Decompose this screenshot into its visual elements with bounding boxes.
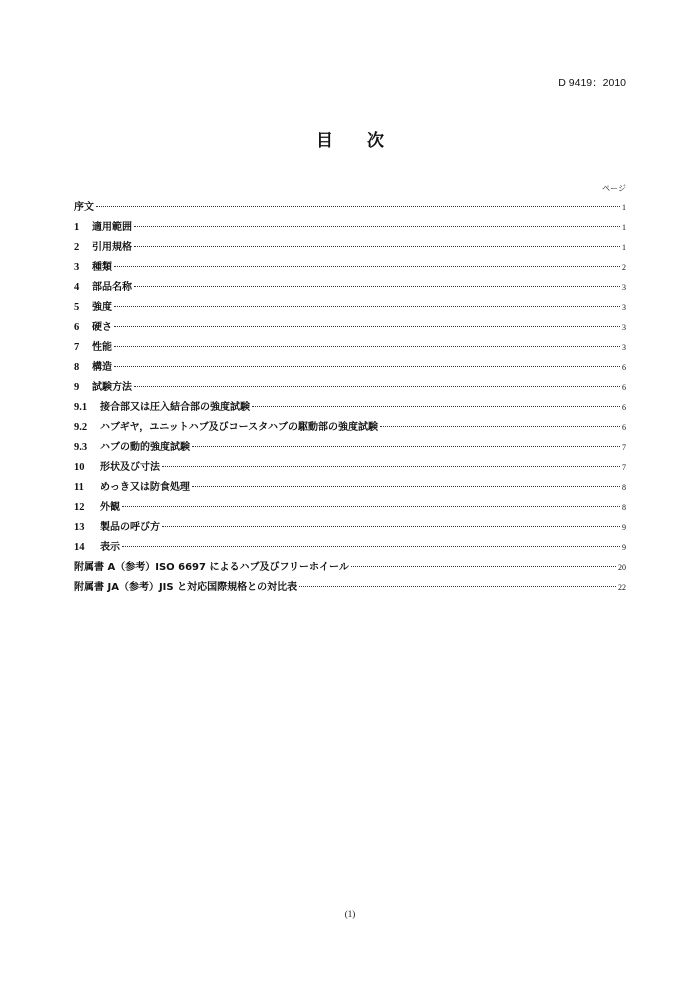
page-title: 目 次 <box>316 131 398 151</box>
toc-entry-page: 3 <box>622 303 626 312</box>
toc-entry-page: 7 <box>622 443 626 452</box>
dot-leader <box>299 586 616 587</box>
toc-entry-3[interactable] <box>74 258 626 278</box>
toc-entry-13[interactable] <box>74 518 626 538</box>
toc-entry-label: ハブギヤ，ユニットハブ及びコースタハブの駆動部の強度試験 <box>100 422 378 433</box>
dot-leader <box>122 506 620 507</box>
dot-leader <box>134 226 620 227</box>
toc-entry-number: 4 <box>74 282 80 293</box>
toc-entry-label: 部品名称 <box>92 282 132 293</box>
toc-entry-11[interactable] <box>74 478 626 498</box>
toc-entry-page: 2 <box>622 263 626 272</box>
toc-entry-number: 11 <box>74 482 84 493</box>
dot-leader <box>114 306 620 307</box>
toc-entry-6[interactable] <box>74 318 626 338</box>
toc-entry-number: 6 <box>74 322 80 333</box>
dot-leader <box>351 566 616 567</box>
dot-leader <box>96 206 620 207</box>
dot-leader <box>114 346 620 347</box>
toc-entry-label: ハブの動的強度試験 <box>100 442 190 453</box>
toc-entry-label: 構造 <box>92 362 112 373</box>
dot-leader <box>114 266 620 267</box>
toc-entry-8[interactable] <box>74 358 626 378</box>
toc-entry-page: 6 <box>622 363 626 372</box>
toc-entry-9-3[interactable] <box>74 438 626 458</box>
toc-entry-page: 9 <box>622 523 626 532</box>
toc-entry-label: 序文 <box>74 202 94 213</box>
toc-entry-4[interactable] <box>74 278 626 298</box>
toc-entry-number: 2 <box>74 242 80 253</box>
toc-entry-label: 附属書 A（参考）ISO 6697 によるハブ及びフリーホイール <box>74 562 349 573</box>
toc-entry-preface[interactable] <box>74 198 626 218</box>
page-column-label: ページ <box>602 184 626 193</box>
toc-entry-number: 7 <box>74 342 80 353</box>
toc-entry-page: 6 <box>622 383 626 392</box>
toc-entry-number: 9.3 <box>74 442 88 453</box>
toc-entry-label: 硬さ <box>92 322 112 333</box>
toc-entry-9[interactable] <box>74 378 626 398</box>
toc-entry-9-1[interactable] <box>74 398 626 418</box>
toc-entry-2[interactable] <box>74 238 626 258</box>
toc-entry-annex-a[interactable] <box>74 558 626 578</box>
toc-entry-number: 9 <box>74 382 80 393</box>
toc-entry-label: 試験方法 <box>92 382 132 393</box>
toc-entry-page: 3 <box>622 283 626 292</box>
dot-leader <box>114 326 620 327</box>
dot-leader <box>134 246 620 247</box>
toc-entry-14[interactable] <box>74 538 626 558</box>
toc-entry-10[interactable] <box>74 458 626 478</box>
toc-entry-page: 1 <box>622 223 626 232</box>
toc-entry-page: 8 <box>622 503 626 512</box>
toc-entry-1[interactable] <box>74 218 626 238</box>
dot-leader <box>114 366 620 367</box>
dot-leader <box>162 466 620 467</box>
dot-leader <box>252 406 620 407</box>
dot-leader <box>380 426 620 427</box>
toc-entry-number: 12 <box>74 502 85 513</box>
toc-entry-page: 6 <box>622 423 626 432</box>
toc-entry-label: 製品の呼び方 <box>100 522 160 533</box>
table-of-contents <box>74 198 626 598</box>
toc-entry-page: 20 <box>618 563 626 572</box>
toc-entry-annex-ja[interactable] <box>74 578 626 598</box>
toc-entry-page: 8 <box>622 483 626 492</box>
toc-entry-label: 附属書 JA（参考）JIS と対応国際規格との対比表 <box>74 582 298 593</box>
toc-entry-number: 10 <box>74 462 85 473</box>
dot-leader <box>134 286 620 287</box>
toc-entry-label: 表示 <box>100 542 120 553</box>
toc-entry-number: 14 <box>74 542 85 553</box>
page-number: (1) <box>344 909 356 919</box>
toc-entry-label: 適用範囲 <box>92 222 132 233</box>
toc-entry-label: 形状及び寸法 <box>100 462 160 473</box>
toc-entry-label: めっき又は防食処理 <box>100 482 190 493</box>
toc-entry-page: 3 <box>622 323 626 332</box>
toc-entry-number: 5 <box>74 302 80 313</box>
toc-entry-label: 性能 <box>92 342 112 353</box>
dot-leader <box>192 446 620 447</box>
toc-entry-label: 接合部又は圧入結合部の強度試験 <box>100 402 250 413</box>
toc-entry-page: 22 <box>618 583 626 592</box>
toc-entry-number: 3 <box>74 262 80 273</box>
toc-entry-number: 8 <box>74 362 80 373</box>
toc-entry-number: 1 <box>74 222 80 233</box>
toc-entry-number: 9.1 <box>74 402 88 413</box>
toc-entry-page: 7 <box>622 463 626 472</box>
toc-entry-number: 9.2 <box>74 422 88 433</box>
toc-entry-9-2[interactable] <box>74 418 626 438</box>
dot-leader <box>122 546 620 547</box>
toc-entry-page: 1 <box>622 243 626 252</box>
toc-entry-page: 3 <box>622 343 626 352</box>
toc-entry-label: 種類 <box>92 262 112 273</box>
toc-entry-7[interactable] <box>74 338 626 358</box>
toc-entry-page: 6 <box>622 403 626 412</box>
toc-entry-label: 強度 <box>92 302 112 313</box>
toc-entry-number: 13 <box>74 522 85 533</box>
toc-entry-label: 引用規格 <box>92 242 132 253</box>
dot-leader <box>192 486 620 487</box>
toc-entry-page: 9 <box>622 543 626 552</box>
dot-leader <box>134 386 620 387</box>
toc-entry-label: 外観 <box>100 502 120 513</box>
toc-entry-5[interactable] <box>74 298 626 318</box>
toc-entry-page: 1 <box>622 203 626 212</box>
dot-leader <box>162 526 620 527</box>
toc-entry-12[interactable] <box>74 498 626 518</box>
document-id: D 9419：2010 <box>558 77 626 89</box>
